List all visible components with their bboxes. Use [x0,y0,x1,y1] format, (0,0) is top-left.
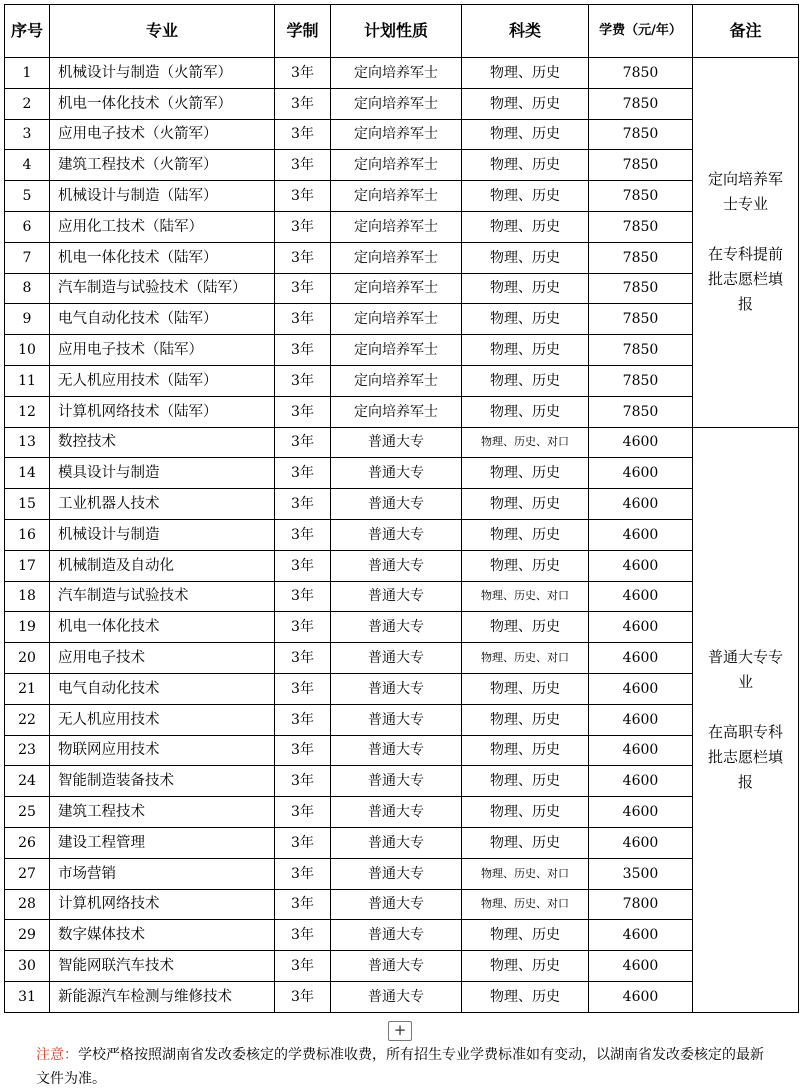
seq-cell: 5 [5,181,50,212]
duration-cell: 3年 [275,766,331,797]
seq-cell: 7 [5,242,50,273]
duration-cell: 3年 [275,489,331,520]
duration-cell: 3年 [275,704,331,735]
fee-cell: 4600 [589,489,693,520]
seq-cell: 24 [5,766,50,797]
seq-cell: 6 [5,211,50,242]
major-cell: 智能制造装备技术 [50,766,275,797]
table-row [5,119,799,150]
major-cell: 应用电子技术 [50,643,275,674]
table-row [5,273,799,304]
duration-cell: 3年 [275,550,331,581]
subjects-cell: 物理、历史 [462,489,589,520]
fee-cell: 7850 [589,273,693,304]
fee-cell: 4600 [589,673,693,704]
duration-cell: 3年 [275,150,331,181]
duration-cell: 3年 [275,119,331,150]
plan-cell: 定向培养军士 [331,150,462,181]
plan-cell: 定向培养军士 [331,304,462,335]
subjects-cell: 物理、历史 [462,58,589,89]
major-cell: 计算机网络技术 [50,889,275,920]
duration-cell: 3年 [275,427,331,458]
major-cell: 计算机网络技术（陆军） [50,396,275,427]
plan-cell: 普通大专 [331,951,462,982]
fee-cell: 4600 [589,519,693,550]
table-row [5,981,799,1012]
plan-cell: 普通大专 [331,889,462,920]
major-cell: 智能网联汽车技术 [50,951,275,982]
plan-cell: 定向培养军士 [331,335,462,366]
table-row [5,242,799,273]
footnote-lead: 注意： [36,1047,78,1063]
plan-cell: 定向培养军士 [331,119,462,150]
major-cell: 新能源汽车检测与维修技术 [50,981,275,1012]
duration-cell: 3年 [275,519,331,550]
subjects-cell: 物理、历史 [462,458,589,489]
major-cell: 无人机应用技术 [50,704,275,735]
duration-cell: 3年 [275,673,331,704]
seq-cell: 14 [5,458,50,489]
remark-line: 在高职专科批志愿栏填报 [707,722,783,791]
duration-cell: 3年 [275,396,331,427]
subjects-cell: 物理、历史 [462,920,589,951]
table-row [5,335,799,366]
table-row [5,951,799,982]
subjects-cell: 物理、历史 [462,242,589,273]
duration-cell: 3年 [275,211,331,242]
duration-cell: 3年 [275,181,331,212]
fee-cell: 4600 [589,427,693,458]
subjects-cell: 物理、历史 [462,951,589,982]
fee-cell: 7850 [589,242,693,273]
plan-cell: 普通大专 [331,427,462,458]
seq-cell: 11 [5,365,50,396]
table-row [5,519,799,550]
table-row [5,458,799,489]
table-row [5,704,799,735]
plan-cell: 定向培养军士 [331,242,462,273]
seq-cell: 22 [5,704,50,735]
header-major: 专业 [50,5,275,58]
plan-cell: 定向培养军士 [331,273,462,304]
fee-cell: 7850 [589,211,693,242]
footnote [36,1043,766,1091]
fee-cell: 7850 [589,150,693,181]
plan-cell: 普通大专 [331,458,462,489]
subjects-cell: 物理、历史 [462,88,589,119]
duration-cell: 3年 [275,458,331,489]
major-cell: 应用电子技术（火箭军） [50,119,275,150]
subjects-cell: 物理、历史 [462,119,589,150]
subjects-cell: 物理、历史 [462,981,589,1012]
duration-cell: 3年 [275,797,331,828]
fee-cell: 4600 [589,981,693,1012]
table-row [5,673,799,704]
subjects-cell: 物理、历史 [462,612,589,643]
major-cell: 机械设计与制造（陆军） [50,181,275,212]
seq-cell: 10 [5,335,50,366]
fee-cell: 4600 [589,458,693,489]
fee-cell: 7850 [589,396,693,427]
duration-cell: 3年 [275,981,331,1012]
major-cell: 机电一体化技术 [50,612,275,643]
seq-cell: 2 [5,88,50,119]
fee-cell: 7850 [589,335,693,366]
table-row [5,150,799,181]
duration-cell: 3年 [275,58,331,89]
table-row [5,550,799,581]
table-row [5,581,799,612]
subjects-cell: 物理、历史 [462,704,589,735]
subjects-cell: 物理、历史 [462,735,589,766]
plan-cell: 普通大专 [331,766,462,797]
subjects-cell: 物理、历史 [462,396,589,427]
fee-cell: 7850 [589,119,693,150]
table-row [5,489,799,520]
fee-cell: 7850 [589,88,693,119]
seq-cell: 31 [5,981,50,1012]
fee-cell: 4600 [589,920,693,951]
plan-cell: 定向培养军士 [331,211,462,242]
major-cell: 应用化工技术（陆军） [50,211,275,242]
table-row [5,88,799,119]
duration-cell: 3年 [275,827,331,858]
seq-cell: 1 [5,58,50,89]
header-fee: 学费（元/年） [589,5,693,58]
seq-cell: 20 [5,643,50,674]
plan-cell: 普通大专 [331,797,462,828]
subjects-cell: 物理、历史 [462,304,589,335]
seq-cell: 13 [5,427,50,458]
duration-cell: 3年 [275,581,331,612]
table-body [5,58,799,1013]
table-row [5,889,799,920]
header-remark: 备注 [693,5,799,58]
duration-cell: 3年 [275,242,331,273]
seq-cell: 30 [5,951,50,982]
table-row [5,735,799,766]
major-cell: 机电一体化技术（火箭军） [50,88,275,119]
major-cell: 机械设计与制造（火箭军） [50,58,275,89]
subjects-cell: 物理、历史、对口 [462,581,589,612]
major-cell: 数控技术 [50,427,275,458]
fee-cell: 7800 [589,889,693,920]
seq-cell: 23 [5,735,50,766]
table-header-row [5,5,799,58]
seq-cell: 12 [5,396,50,427]
plan-cell: 定向培养军士 [331,396,462,427]
plan-cell: 定向培养军士 [331,365,462,396]
plan-cell: 普通大专 [331,612,462,643]
duration-cell: 3年 [275,304,331,335]
major-cell: 工业机器人技术 [50,489,275,520]
header-subjects: 科类 [462,5,589,58]
subjects-cell: 物理、历史 [462,519,589,550]
major-cell: 机电一体化技术（陆军） [50,242,275,273]
duration-cell: 3年 [275,889,331,920]
subjects-cell: 物理、历史 [462,150,589,181]
seq-cell: 8 [5,273,50,304]
major-cell: 建筑工程技术 [50,797,275,828]
subjects-cell: 物理、历史、对口 [462,889,589,920]
seq-cell: 15 [5,489,50,520]
enrollment-table [4,4,799,1013]
table-row [5,427,799,458]
table-row [5,211,799,242]
table-row [5,304,799,335]
plan-cell: 普通大专 [331,581,462,612]
seq-cell: 3 [5,119,50,150]
duration-cell: 3年 [275,612,331,643]
major-cell: 建设工程管理 [50,827,275,858]
major-cell: 机械制造及自动化 [50,550,275,581]
header-seq: 序号 [5,5,50,58]
major-cell: 市场营销 [50,858,275,889]
footnote-text: 学校严格按照湖南省发改委核定的学费标准收费，所有招生专业学费标准如有变动，以湖南省发改委核定的最新文件为准。 [36,1047,764,1087]
subjects-cell: 物理、历史 [462,766,589,797]
table-row [5,920,799,951]
subjects-cell: 物理、历史 [462,365,589,396]
subjects-cell: 物理、历史、对口 [462,427,589,458]
header-plan: 计划性质 [331,5,462,58]
fee-cell: 3500 [589,858,693,889]
table-row [5,858,799,889]
subjects-cell: 物理、历史 [462,797,589,828]
plan-cell: 普通大专 [331,858,462,889]
table-row [5,827,799,858]
fee-cell: 4600 [589,766,693,797]
seq-cell: 19 [5,612,50,643]
seq-cell: 18 [5,581,50,612]
table-row [5,766,799,797]
fee-cell: 4600 [589,643,693,674]
subjects-cell: 物理、历史 [462,273,589,304]
major-cell: 汽车制造与试验技术（陆军） [50,273,275,304]
major-cell: 应用电子技术（陆军） [50,335,275,366]
plan-cell: 定向培养军士 [331,58,462,89]
major-cell: 物联网应用技术 [50,735,275,766]
table-row [5,396,799,427]
major-cell: 机械设计与制造 [50,519,275,550]
plan-cell: 普通大专 [331,550,462,581]
plan-cell: 普通大专 [331,489,462,520]
fee-cell: 4600 [589,581,693,612]
subjects-cell: 物理、历史、对口 [462,643,589,674]
major-cell: 建筑工程技术（火箭军） [50,150,275,181]
fee-cell: 4600 [589,797,693,828]
fee-cell: 4600 [589,735,693,766]
table-row [5,612,799,643]
expand-button[interactable]: + [388,1021,412,1041]
table-row [5,181,799,212]
major-cell: 电气自动化技术（陆军） [50,304,275,335]
table-row [5,58,799,89]
subjects-cell: 物理、历史 [462,673,589,704]
subjects-cell: 物理、历史 [462,550,589,581]
duration-cell: 3年 [275,858,331,889]
fee-cell: 4600 [589,612,693,643]
duration-cell: 3年 [275,920,331,951]
subjects-cell: 物理、历史、对口 [462,858,589,889]
fee-cell: 4600 [589,550,693,581]
fee-cell: 7850 [589,304,693,335]
plan-cell: 普通大专 [331,519,462,550]
remark-line: 普通大专专业 [707,647,783,691]
major-cell: 模具设计与制造 [50,458,275,489]
duration-cell: 3年 [275,365,331,396]
remark-line: 定向培养军士专业 [707,170,783,214]
duration-cell: 3年 [275,273,331,304]
duration-cell: 3年 [275,643,331,674]
plan-cell: 普通大专 [331,704,462,735]
plan-cell: 普通大专 [331,643,462,674]
seq-cell: 9 [5,304,50,335]
table-row [5,643,799,674]
fee-cell: 4600 [589,951,693,982]
remark-cell-group2 [693,427,799,1012]
major-cell: 数字媒体技术 [50,920,275,951]
subjects-cell: 物理、历史 [462,181,589,212]
major-cell: 电气自动化技术 [50,673,275,704]
duration-cell: 3年 [275,735,331,766]
plan-cell: 定向培养军士 [331,88,462,119]
seq-cell: 28 [5,889,50,920]
subjects-cell: 物理、历史 [462,211,589,242]
seq-cell: 16 [5,519,50,550]
table-row [5,797,799,828]
plan-cell: 定向培养军士 [331,181,462,212]
fee-cell: 4600 [589,827,693,858]
subjects-cell: 物理、历史 [462,827,589,858]
seq-cell: 29 [5,920,50,951]
plan-cell: 普通大专 [331,920,462,951]
seq-cell: 27 [5,858,50,889]
duration-cell: 3年 [275,951,331,982]
seq-cell: 26 [5,827,50,858]
fee-cell: 7850 [589,365,693,396]
fee-cell: 7850 [589,181,693,212]
seq-cell: 21 [5,673,50,704]
duration-cell: 3年 [275,88,331,119]
seq-cell: 25 [5,797,50,828]
fee-cell: 7850 [589,58,693,89]
remark-line: 在专科提前批志愿栏填报 [707,245,783,314]
major-cell: 汽车制造与试验技术 [50,581,275,612]
table-row [5,365,799,396]
plan-cell: 普通大专 [331,827,462,858]
remark-cell-group1 [693,58,799,428]
header-duration: 学制 [275,5,331,58]
seq-cell: 4 [5,150,50,181]
plan-cell: 普通大专 [331,735,462,766]
subjects-cell: 物理、历史 [462,335,589,366]
duration-cell: 3年 [275,335,331,366]
plan-cell: 普通大专 [331,981,462,1012]
seq-cell: 17 [5,550,50,581]
plan-cell: 普通大专 [331,673,462,704]
major-cell: 无人机应用技术（陆军） [50,365,275,396]
fee-cell: 4600 [589,704,693,735]
